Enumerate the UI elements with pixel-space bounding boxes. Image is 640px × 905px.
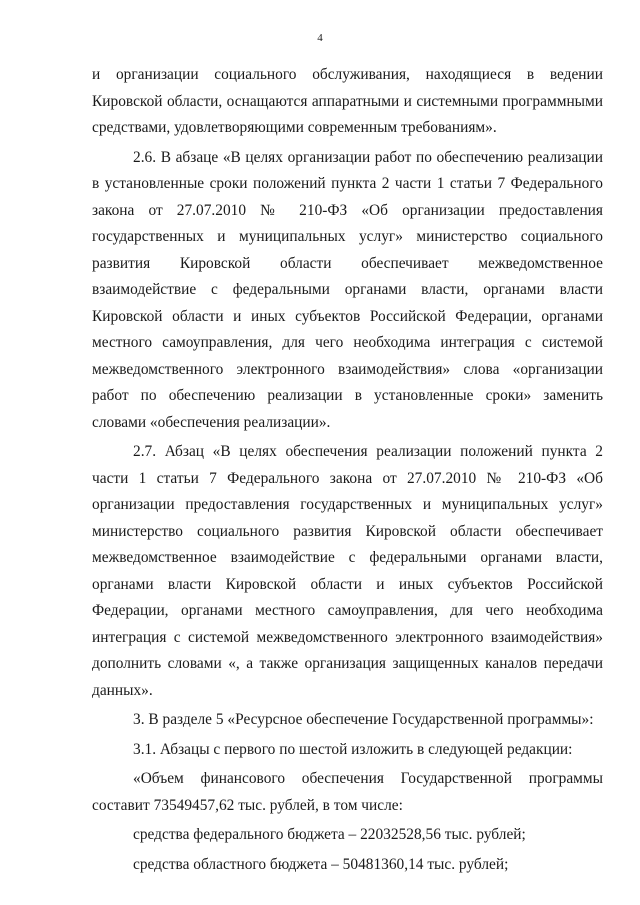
page-number: 4 bbox=[317, 32, 323, 44]
document-body bbox=[92, 62, 603, 881]
paragraph-continuation: и организации социального обслуживания, находящиеся в ведении Кировской области, оснащаются аппаратными и системными программными средствами, удовлетворяющими современным требованиям». bbox=[92, 66, 603, 136]
paragraph-regional-budget: средства областного бюджета – 50481360,14 тыс. рублей; bbox=[133, 855, 509, 873]
paragraph-3-1: 3.1. Абзацы с первого по шестой изложить в следующей редакции: bbox=[133, 740, 573, 758]
paragraph-2-6: 2.6. В абзаце «В целях организации работ по обеспечению реализации в установленные сроки положений пункта 2 части 1 статьи 7 Федерального закона от 27.07.2010 № 210-ФЗ «Об организации предоставления государственных и муниципальных услуг» министерство социального развития Кировской области обеспечивает межведомственное взаимодействие с федеральными органами власти, органами власти Кировской области и иных субъектов Российской Федерации, органами местного самоуправления, для чего необходима интеграция с системой межведомственного электронного взаимодействия» слова «организации работ по обеспечению реализации в установленные сроки» заменить словами «обеспечения реализации». bbox=[92, 148, 603, 431]
paragraph-funding-total: «Объем финансового обеспечения Государственной программы составит 73549457,62 тыс. рублей, в том числе: bbox=[92, 770, 603, 814]
paragraph-3: 3. В разделе 5 «Ресурсное обеспечение Государственной программы»: bbox=[133, 711, 594, 728]
paragraph-federal-budget: средства федерального бюджета – 22032528,56 тыс. рублей; bbox=[133, 826, 526, 843]
paragraph-2-7: 2.7. Абзац «В целях обеспечения реализации положений пункта 2 части 1 статьи 7 Федерального закона от 27.07.2010 № 210-ФЗ «Об организации предоставления государственных и муниципальных услуг» министерство социального развития Кировской области обеспечивает межведомственное взаимодействие с федеральными органами власти, органами власти Кировской области и иных субъектов Российской Федерации, органами местного самоуправления, для чего необходима интеграция с системой межведомственного электронного взаимодействия» дополнить словами «, а также организация защищенных каналов передачи данных». bbox=[92, 443, 603, 699]
